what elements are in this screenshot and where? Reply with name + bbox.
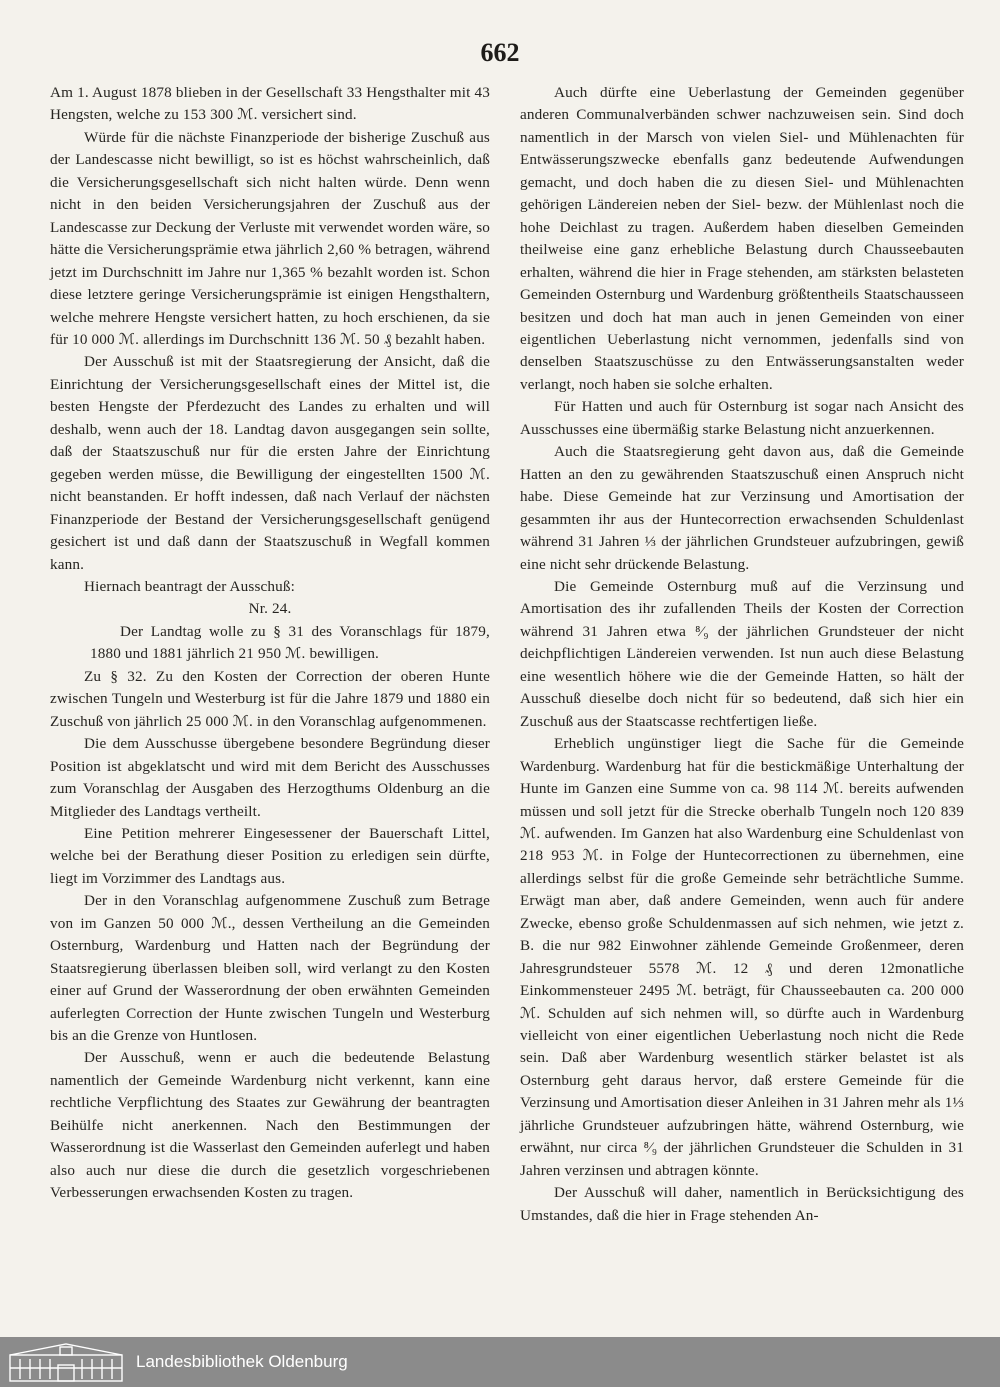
right-column [520, 82, 964, 1227]
page-number: 662 [480, 38, 520, 67]
paragraph: Hiernach beantragt der Ausschuß: [84, 577, 296, 595]
paragraph: Würde für die nächste Finanzperiode der bisherige Zuschuß aus der Landescasse nicht bewilligt, so ist es höchst wahrscheinlich, daß die Versicherungsgesellschaft sich nicht halten würde. Denn wenn nicht in den beiden Versicherungsjahren der Zuschuß aus der Landescasse zur Deckung der Verluste mit verwendet worden wäre, so hätte die Versicherungsprämie etwa jährlich 2,60 % betragen, während jetzt im Durchschnitt im Jahre nur 1,365 % bezahlt worden ist. Schon diese letztere geringe Versicherungsprämie ist einigen Hengsthaltern, welche mehrere Hengste versichert hatten, zu hoch erschienen, da sie für 10 000 ℳ. allerdings im Durchschnitt 136 ℳ. 50 ₰ bezahlt haben. [50, 128, 490, 348]
paragraph: Die dem Ausschusse übergebene besondere Begründung dieser Position ist abgeklatscht und wird mit dem Bericht des Ausschusses zum Voranschlag der Ausgaben des Herzogthums Oldenburg an die Mitglieder des Landtags vertheilt. [50, 735, 490, 820]
paragraph: Am 1. August 1878 blieben in der Gesellschaft 33 Hengsthalter mit 43 Hengsten, welche zu 153 300 ℳ. versichert sind. [50, 84, 490, 124]
paragraph: Der in den Voranschlag aufgenommene Zuschuß zum Betrage von im Ganzen 50 000 ℳ., dessen Vertheilung an die Gemeinden Osternburg, Wardenburg und Hatten nach der Begründung der Staatsregierung überlassen bleiben soll, wird verlangt zu den Kosten einer auf Grund der Wasserordnung der oben erwähnten Gemeinden auferlegten Correction der Hunte zwischen Tungeln und Westerburg bis an die Grenze von Huntlosen. [50, 892, 490, 1045]
paragraph: Eine Petition mehrerer Eingesessener der Bauerschaft Littel, welche bei der Berathung dieser Position zu erledigen sein dürfte, liegt im Vorzimmer des Landtags aus. [50, 824, 490, 887]
paragraph: Der Ausschuß, wenn er auch die bedeutende Belastung namentlich der Gemeinde Wardenburg nicht verkennt, kann eine rechtliche Verpflichtung des Staates zur Gewährung der beantragten Beihülfe nicht anerkennen. Nach den Bestimmungen der Wasserordnung ist die Wasserlast den Gemeinden auferlegt und haben also auch nur diese die durch die gesetzlich vorgeschriebenen Verbesserungen erwachsenden Kosten zu tragen. [50, 1049, 490, 1202]
library-building-icon [6, 1341, 126, 1383]
paragraph: Der Ausschuß ist mit der Staatsregierung der Ansicht, daß die Einrichtung der Versicherungsgesellschaft eines der Mittel ist, die besten Hengste der Pferdezucht des Landes zu erhalten und will deshalb, wenn auch der 18. Landtag davon ausgegangen sein sollte, daß der Staatszuschuß nur für die ersten Jahre der Einrichtung gegeben werden müsse, die Bewilligung der eingestellten 1500 ℳ. nicht beanstanden. Er hofft indessen, daß nach Verlauf der nächsten Finanzperiode der Bestand der Versicherungsgesellschaft genügend gesichert ist und daß dann der Staatszuschuß in Wegfall kommen kann. [50, 353, 490, 573]
paragraph: Erheblich ungünstiger liegt die Sache für die Gemeinde Wardenburg. Wardenburg hat für die bestickmäßige Unterhaltung der Hunte im Ganzen eine Summe von ca. 98 114 ℳ. bereits aufwenden müssen und soll jetzt für die Strecke oberhalb Tungeln noch 120 839 ℳ. aufwenden. Im Ganzen hat also Wardenburg eine Schuldenlast von 218 953 ℳ. in Folge der Huntecorrectionen zu übernehmen, eine allerdings selbst für die große Gemeinde sehr beträchtliche Summe. Erwägt man aber, daß andere Gemeinden, wenn auch für andere Zwecke, ebenso große Schuldenmassen auf sich nehmen, wie jetzt z. B. die nur 982 Einwohner zählende Gemeinde Großenmeer, deren Jahresgrundsteuer 5578 ℳ. 12 ₰ und deren 12monatliche Einkommensteuer 2495 ℳ. beträgt, für Chausseebauten ca. 200 000 ℳ. Schulden auf sich nehmen will, so dürfte auch in Wardenburg vielleicht von einer eigentlichen Ueberlastung noch nicht die Rede sein. Daß aber Wardenburg wesentlich stärker belastet ist als Osternburg geht daraus hervor, daß erstere Gemeinde für die Verzinsung und Amortisation dieser Anleihen in 31 Jahren mehr als 1⅓ jährliche Grundsteuer aufzubringen hätte, während Osternburg, wie erwähnt, nur circa ⁸⁄₉ der jährlichen Grundsteuer die Schulden in 31 Jahren verzinsen und abtragen könnte. [520, 735, 964, 1179]
paragraph: Auch die Staatsregierung geht davon aus, daß die Gemeinde Hatten an den zu gewährenden Staatszuschuß einen Anspruch nicht habe. Diese Gemeinde hat zur Verzinsung und Amortisation der gesammten ihr aus der Huntecorrection erwachsenden Schuldenlast während 31 Jahren ⅓ der jährlichen Grundsteuer aufzubringen, gewiß eine nicht sehr drückende Belastung. [520, 443, 964, 573]
paragraph: Für Hatten und auch für Osternburg ist sogar nach Ansicht des Ausschusses eine übermäßig starke Belastung nicht anzuerkennen. [520, 398, 964, 438]
paragraph: Die Gemeinde Osternburg muß auf die Verzinsung und Amortisation des ihr zufallenden Theils der Kosten der Correction während 31 Jahren etwa ⁸⁄₉ der jährlichen Grundsteuer der nicht deichpflichtigen Ländereien verwenden. Ist nun auch diese Belastung eine wesentlich höhere wie die der Gemeinde Hatten, so hält der Ausschuß dieselbe doch nicht für so bedeutend, daß sich hier ein Zuschuß aus der Staatscasse rechtfertigen ließe. [520, 577, 964, 730]
library-footer [0, 1337, 1000, 1387]
paragraph: Der Ausschuß will daher, namentlich in Berücksichtigung des Umstandes, daß die hier in Frage stehenden An- [520, 1184, 964, 1224]
paragraph: Zu § 32. Zu den Kosten der Correction der oberen Hunte zwischen Tungeln und Westerburg ist für die Jahre 1879 und 1880 ein Zuschuß von jährlich 25 000 ℳ. in den Voranschlag aufgenommenen. [50, 667, 490, 730]
motion-text: Der Landtag wolle zu § 31 des Voranschlags für 1879, 1880 und 1881 jährlich 21 950 ℳ. bewilligen. [90, 622, 490, 663]
left-column [50, 82, 490, 1205]
paragraph: Auch dürfte eine Ueberlastung der Gemeinden gegenüber anderen Communalverbänden schwer nachzuweisen sein. Sind doch namentlich in der Marsch von vielen Siel- und Mühlenachten für Entwässerungszwecke ebenfalls ganz bedeutende Aufwendungen gemacht, und doch haben die zu diesen Siel- und Mühlenachten gehörigen Ländereien neben der Siel- bezw. der Mühlenlast noch die hohe Deichlast zu tragen. Außerdem haben dieselben Gemeinden theilweise eine ganz erhebliche Belastung durch Chausseebauten erhalten, während die hier in Frage stehenden, am stärksten belasteten Gemeinden Osternburg und Wardenburg größtentheils Staatschausseen besitzen und doch hat man auch in jenen Gemeinden von einer eigentlichen Ueberlastung nicht vernommen, jedenfalls sind von denselben Staatszuschüsse zu den Entwässerungsanstalten weder verlangt, noch haben sie solche erhalten. [520, 84, 964, 393]
library-name: Landesbibliothek Oldenburg [136, 1352, 348, 1371]
motion-number: Nr. 24. [248, 600, 292, 618]
